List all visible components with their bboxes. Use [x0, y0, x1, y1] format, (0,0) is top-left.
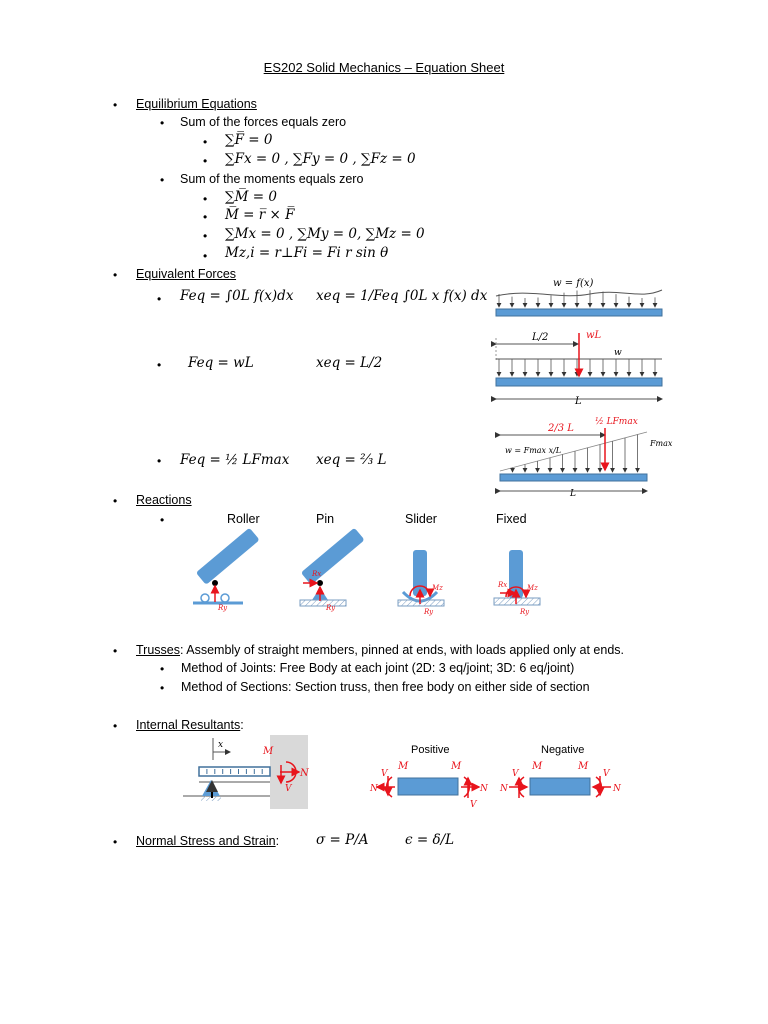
bullet: • — [203, 229, 208, 243]
positive-convention-figure — [369, 744, 489, 810]
equilibrium-heading: Equilibrium Equations — [136, 97, 257, 111]
moments-equation-2: M̅ = r̅ × F̅ — [225, 207, 295, 223]
internal-colon: : — [240, 718, 244, 732]
bullet: • — [160, 116, 165, 130]
bullet: • — [157, 454, 162, 468]
eq2-force: Feq = wL — [188, 355, 254, 371]
bullet: • — [113, 494, 118, 508]
v-label: V — [603, 769, 610, 779]
reaction-roller-label: Roller — [227, 512, 260, 526]
beam — [500, 474, 647, 481]
m-label: M — [398, 761, 409, 772]
load-arrows — [499, 290, 655, 307]
load-function-label: w = f(x) — [553, 278, 594, 289]
reaction-slider-label: Slider — [405, 512, 437, 526]
bullet: • — [203, 192, 208, 206]
eq2-position: xeq = L/2 — [316, 355, 383, 371]
stress-equation: σ = P/A — [316, 832, 369, 848]
resultant-label: ½ LFmax — [595, 417, 638, 427]
v-label: V — [512, 769, 519, 779]
beam — [496, 378, 662, 386]
mz-label: Mz — [527, 584, 538, 592]
equivalent-forces-heading: Equivalent Forces — [136, 267, 237, 281]
eq3-force: Feq = ½ LFmax — [180, 452, 290, 468]
roller-support-diagram — [193, 528, 260, 612]
forces-equation-2: ∑Fx = 0 , ∑Fy = 0 , ∑Fz = 0 — [225, 151, 416, 167]
bullet: • — [160, 662, 165, 676]
mz-label: Mz — [432, 584, 443, 592]
eq3-position: xeq = ⅔ L — [316, 452, 387, 468]
bullet: • — [157, 358, 162, 372]
bullet: • — [203, 210, 208, 224]
n-label: N — [500, 784, 508, 794]
triangular-load-figure — [500, 416, 673, 499]
forces-label: Sum of the forces equals zero — [180, 115, 347, 129]
v-label: V — [285, 784, 292, 794]
bullet: • — [160, 173, 165, 187]
n-label: N — [300, 768, 309, 779]
stress-colon: : — [275, 834, 280, 848]
bullet: • — [157, 292, 162, 306]
distributed-load-figure — [496, 278, 662, 316]
eq1-force: Feq = ∫0L f(x)dx — [180, 288, 294, 304]
fixed-support-diagram — [494, 550, 540, 616]
rx-label: Rx — [498, 581, 508, 589]
m-label: M — [578, 761, 589, 772]
method-of-joints: Method of Joints: Free Body at each joint (2D: 3 eq/joint; 3D: 6 eq/joint) — [181, 661, 575, 675]
bullet: • — [160, 513, 165, 527]
resultant-label: wL — [586, 330, 602, 341]
v-label: V — [470, 800, 477, 810]
bullet: • — [113, 719, 118, 733]
bullet: • — [160, 681, 165, 695]
ry-label: Ry — [326, 604, 336, 612]
moments-equation-3: ∑Mx = 0 , ∑My = 0, ∑Mz = 0 — [225, 226, 425, 242]
reaction-fixed-label: Fixed — [496, 512, 527, 526]
half-length-label: L/2 — [532, 332, 549, 343]
n-label: N — [370, 784, 378, 794]
max-intensity-label: Fmax — [650, 439, 673, 448]
bullet: • — [203, 249, 208, 263]
bullet: • — [113, 835, 118, 849]
x-label: x — [218, 740, 224, 750]
beam — [496, 309, 662, 316]
bullet: • — [113, 644, 118, 658]
pin-support-diagram — [300, 528, 365, 612]
bullet: • — [203, 154, 208, 168]
internal-section-figure — [183, 735, 310, 809]
intensity-function-label: w = Fmax x/L — [505, 446, 562, 455]
intensity-label: w — [614, 348, 622, 358]
m-label: M — [532, 761, 543, 772]
length-label: L — [570, 489, 576, 499]
bullet: • — [113, 268, 118, 282]
bullet: • — [203, 135, 208, 149]
bullet: • — [113, 98, 118, 112]
reaction-pin-label: Pin — [316, 512, 335, 526]
slider-support-diagram — [398, 550, 444, 616]
negative-convention-figure — [499, 744, 622, 798]
internal-heading: Internal Resultants — [136, 718, 241, 732]
uniform-load-arrows — [499, 359, 655, 376]
eq1-position: xeq = 1/Feq ∫0L x f(x) dx — [316, 288, 488, 304]
n-label: N — [480, 784, 488, 794]
negative-label: Negative — [541, 744, 585, 756]
moments-equation-1: ∑M̅ = 0 — [225, 189, 277, 205]
method-of-sections: Method of Sections: Section truss, then free body on either side of section — [181, 680, 590, 694]
trusses-description: : Assembly of straight members, pinned at ends, with loads applied only at ends. — [180, 643, 624, 657]
strain-equation: ϵ = δ/L — [405, 832, 455, 848]
rx-label: Rx — [312, 570, 322, 578]
trusses-heading: Trusses — [136, 643, 180, 657]
n-label: N — [613, 784, 621, 794]
stress-heading: Normal Stress and Strain — [136, 834, 276, 848]
v-label: V — [381, 769, 388, 779]
moments-equation-4: Mz,i = r⊥Fi = Fi r sin θ — [225, 245, 389, 261]
m-label: M — [263, 746, 274, 757]
forces-equation-1: ∑F̅ = 0 — [225, 132, 273, 148]
reactions-heading: Reactions — [136, 493, 192, 507]
page-title: ES202 Solid Mechanics – Equation Sheet — [263, 60, 505, 75]
ry-label: Ry — [218, 604, 228, 612]
two-thirds-label: 2/3 L — [548, 423, 574, 434]
ry-label: Ry — [424, 608, 434, 616]
m-label: M — [451, 761, 462, 772]
positive-label: Positive — [411, 744, 450, 756]
ry-label: Ry — [520, 608, 530, 616]
beam-segment-marks — [207, 769, 262, 774]
moments-label: Sum of the moments equals zero — [180, 172, 364, 186]
uniform-load-figure — [496, 330, 662, 407]
length-label: L — [575, 396, 582, 407]
